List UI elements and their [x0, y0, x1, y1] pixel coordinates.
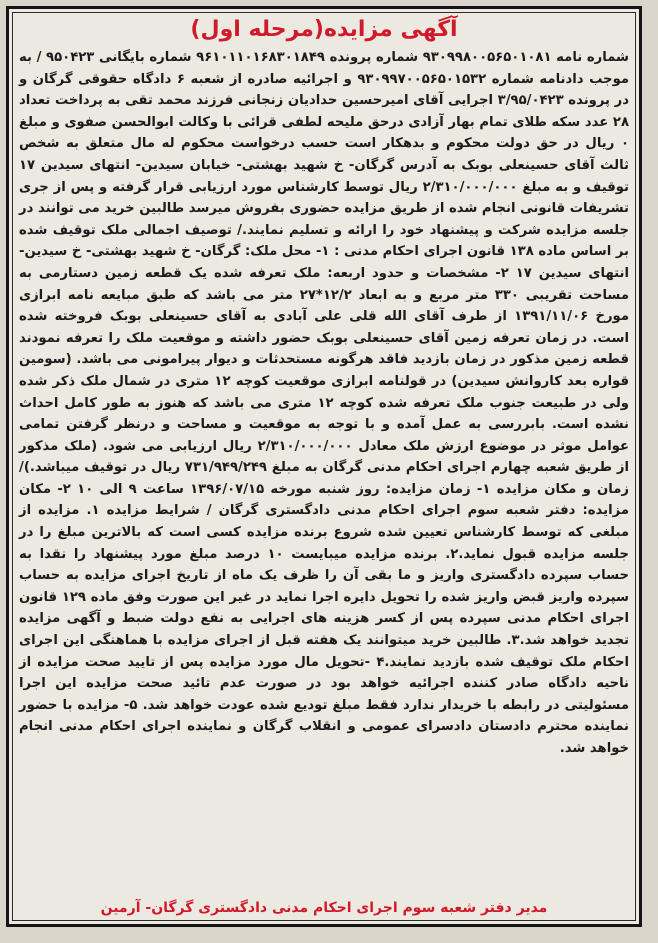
auction-notice — [6, 6, 642, 927]
notice-signature: مدیر دفتر شعبه سوم اجرای احکام مدنی دادگستری گرگان- آرمین — [100, 900, 548, 916]
notice-body: شماره نامه ۹۳۰۹۹۸۰۰۵۶۵۰۱۰۸۱ شماره پرونده ۹۶۱۰۱۱۰۱۶۸۳۰۱۸۴۹ شماره بایگانی ۹۵۰۴۲۳ / به موجب دادنامه شماره ۹۳۰۹۹۷۰۰۵۶۵۰۱۵۳۲ و اجرائیه صادره از شعبه ۶ دادگاه حقوقی گرگان و در پرونده ۳/۹۵/۰۴۲۳ اجرایی آقای امیرحسین حدادیان زنجانی فرزند محمد تقی به پرداخت تعداد ۲۸ عدد سکه طلای تمام بهار آزادی درحق ملیحه لطفی قرائی با وکالت ابوالحسن صفوی و مبلغ ۰ ریال در حق دولت محکوم و بدهکار است حسب درخواست محکوم له مال متعلق به شخص ثالث آقای حسینعلی بوبک به آدرس گرگان- خ شهید بهشتی- خیابان سیدین- انتهای سیدین ۱۷ توقیف و به مبلغ ۲/۳۱۰/۰۰۰/۰۰۰ ریال توسط کارشناس مورد ارزیابی قرار گرفته و پس از جری تشریفات قانونی انجام شده از طریق مزایده حضوری بفروش میرسد طالبین خرید می توانند در جلسه مزایده شرکت و پیشنهاد خود را ارائه و تسلیم نمایند./ توصیف اجمالی ملک توقیف شده بر اساس ماده ۱۳۸ قانون اجرای احکام مدنی : ۱- محل ملک: گرگان- خ شهید بهشتی- خ سیدین- انتهای سیدین ۱۷ ۲- مشخصات و حدود اربعه: ملک تعرفه شده یک قطعه زمین دستارمی به مساحت تقریبی ۳۳۰ متر مربع و به ابعاد ۱۲/۲*۲۷ متر می باشد که طبق مبایعه نامه ابرازی مورخ ۱۳۹۱/۱۱/۰۶ از طرف آقای الله قلی علی آبادی به آقای حسینعلی بوبک فروخته شده است. در زمان تعرفه زمین آقای حسینعلی بوبک حضور داشته و موقعیت ملک را تعرفه نمودند قطعه زمین مذکور در زمان بازدید فاقد هرگونه مستحدثات و دیوار پیرامونی می باشد. (سومین قواره بعد کاروانش سیدین) در قولنامه ابرازی موقعیت کوچه ۱۲ متری در شمال ملک ذکر شده ولی در طبیعت جنوب ملک تعرفه شده کوچه ۱۲ متری می باشد که هنوز به طور کامل احداث نشده است. بابررسی به عمل آمده و با توجه به موقعیت و مساحت و درنظر گرفتن تمامی عوامل موثر در موضوع ارزش ملک معادل ۲/۳۱۰/۰۰۰/۰۰۰ ریال ارزیابی می شود. (ملک مذکور از طریق شعبه چهارم اجرای احکام مدنی گرگان به مبلغ ۷۳۱/۹۴۹/۲۴۹ ریال در توقیف میباشد.)/ زمان و مکان مزایده ۱- زمان مزایده: روز شنبه مورخه ۱۳۹۶/۰۷/۱۵ ساعت ۹ الی ۱۰ ۲- مکان مزایده: دفتر شعبه سوم اجرای احکام مدنی دادگستری گرگان / شرایط مزایده ۱. مزایده از مبلغی که توسط کارشناس تعیین شده شروع برنده مزایده کسی است که بالاترین مبلغ را در جلسه مزایده قبول نماید.۲. برنده مزایده میبایست ۱۰ درصد مبلغ مورد پیشنهاد را نقدا به حساب سپرده دادگستری واریز و ما بقی آن را ظرف یک ماه از تاریخ اجرای مزایده به حساب سپرده واریز قبض واریز شده را تحویل دایره اجرا نماید در غیر این صورت وفق ماده ۱۲۹ قانون اجرای احکام مدنی سپرده پس از کسر هزینه های اجرایی به نفع دولت ضبط و آگهی مزایده تجدید خواهد شد.۳. طالبین خرید میتوانند یک هفته قبل از اجرای مزایده با هماهنگی این اجرای احکام ملک توقیف شده بازدید نمایند.۴ -تحویل مال مورد مزایده پس از تایید صحت مزایده از ناحیه دادگاه صادر کننده اجرائیه خواهد بود در صورت عدم تائید صحت مزایده این اجرا مسئولیتی در رابطه با خریدار ندارد فقط مبلغ تودیع شده عودت خواهد شد. ۵- مزایده با حضور نماینده محترم دادستان دادسرای عمومی و انقلاب گرگان و نماینده اجرای احکام مدنی انجام خواهد شد. — [19, 50, 630, 756]
notice-title: آگهی مزایده(مرحله اول) — [190, 17, 458, 42]
